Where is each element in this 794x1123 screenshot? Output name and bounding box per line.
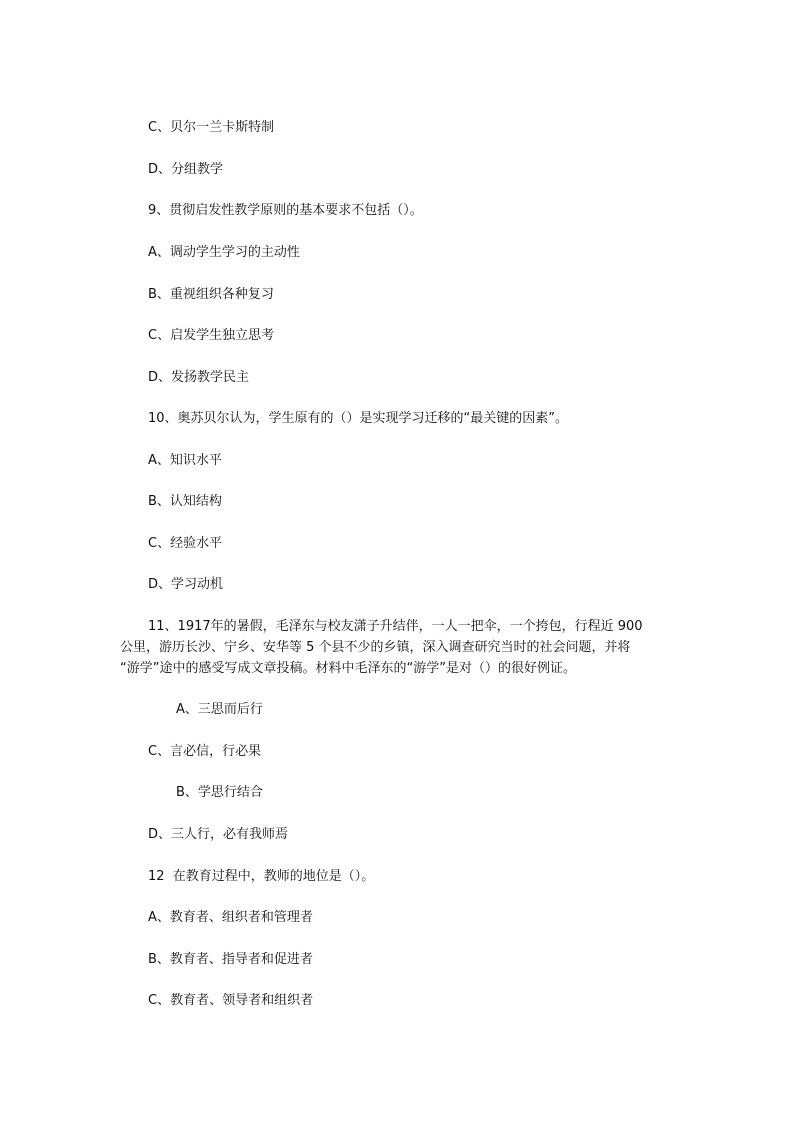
option-12c: C、教育者、领导者和组织者 [148, 993, 314, 1008]
option-10a: A、知识水平 [148, 453, 222, 468]
option-9c: C、启发学生独立思考 [148, 328, 275, 343]
question-12: 12 在教育过程中，教师的地位是（）。 [148, 869, 375, 884]
option-12b: B、教育者、指导者和促进者 [148, 952, 313, 967]
option-9a: A、调动学生学习的主动性 [148, 245, 300, 260]
question-9: 9、贯彻启发性教学原则的基本要求不包括（）。 [148, 203, 423, 218]
option-10d: D、学习动机 [148, 577, 224, 592]
option-9d: D、发扬教学民主 [148, 370, 250, 385]
option-10c: C、经验水平 [148, 536, 223, 551]
question-11-line2: 公里，游历长沙、宁乡、安华等 5 个县不少的乡镇，深入调查研究当时的社会问题，并将 [120, 640, 631, 655]
option-9b: B、重视组织各种复习 [148, 287, 274, 302]
option-12a: A、教育者、组织者和管理者 [148, 910, 313, 925]
option-10b: B、认知结构 [148, 494, 222, 509]
option-11c: C、言必信，行必果 [148, 744, 262, 759]
question-10: 10、奥苏贝尔认为，学生原有的（）是实现学习迁移的“最关键的因素”。 [148, 411, 569, 426]
option-11b: B、学思行结合 [176, 785, 263, 800]
option-8d: D、分组教学 [148, 162, 224, 177]
option-8c: C、贝尔一兰卡斯特制 [148, 120, 275, 135]
question-11-line3: “游学”途中的感受写成文章投稿。材料中毛泽东的“游学”是对（）的很好例证。 [120, 661, 576, 676]
option-11a: A、三思而后行 [176, 702, 263, 717]
question-11-line1: 11、1917年的暑假，毛泽东与校友潇子升结伴，一人一把伞，一个挎包，行程近 900 [148, 619, 643, 634]
option-11d: D、三人行，必有我师焉 [148, 827, 289, 842]
